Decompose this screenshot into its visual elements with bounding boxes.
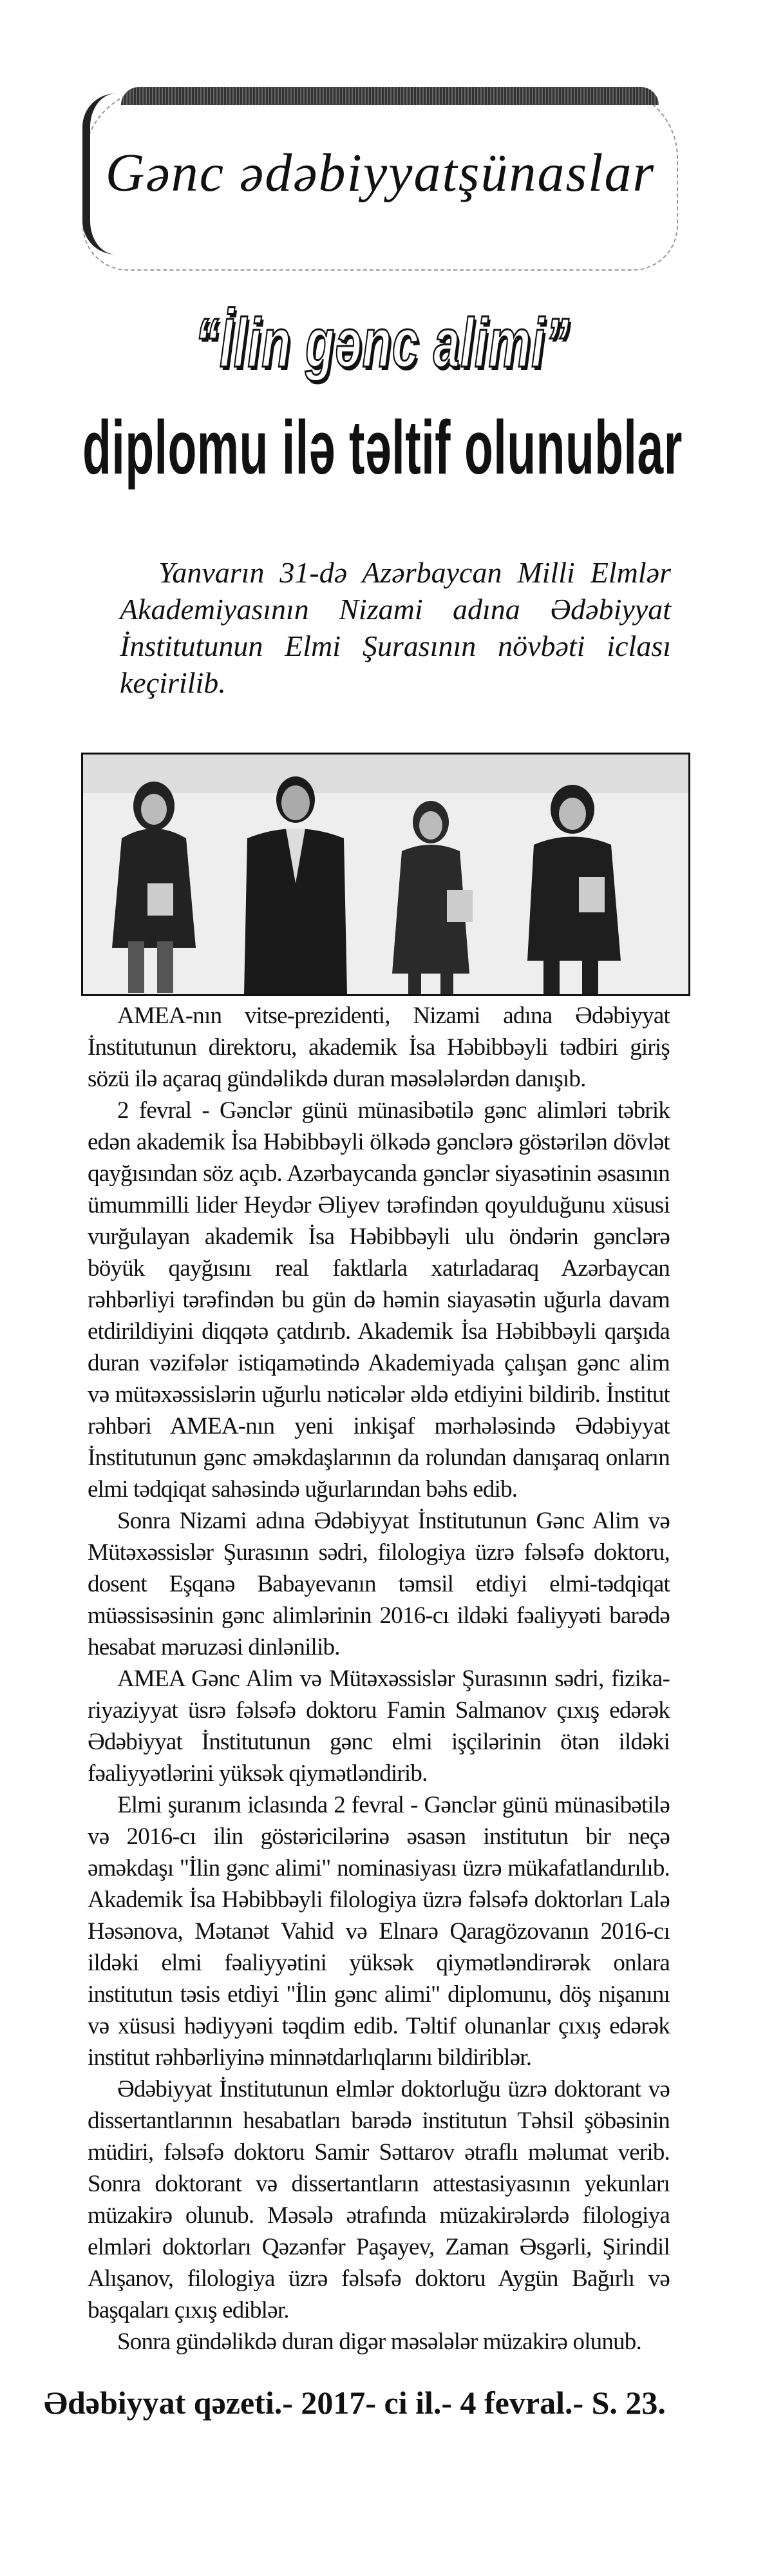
- headline-line-2: diplomu ilə təltif olunublar: [82, 405, 683, 490]
- body-paragraph: AMEA-nın vitse-prezidenti, Nizami adına Ədəbiyyat İnstitutunun direktoru, akademik İsa Həbibbəyli tədbiri giriş sözü ilə açaraq gündəlikdə duran məsələlərdən danışıb.: [88, 1003, 670, 1092]
- rubric-top-bar: [121, 87, 659, 105]
- body-paragraph: Sonra gündəlikdə duran digər məsələlər müzakirə olunub.: [117, 2329, 641, 2355]
- rubric-title: Gənc ədəbiyyatşünaslar: [105, 143, 656, 203]
- article-flow: [0, 1000, 765, 2422]
- section-rubric: [82, 87, 678, 271]
- body-paragraph: 2 fevral - Gənclər günü münasibətilə gənc alimləri təbrik edən akademik İsa Həbibbəyli ölkədə gənclərə göstərilən dövlət qayğısından söz açıb. Azərbaycanda gənclər siyasətinin əsasının ümummilli lider Heydər Əliyev tərəfindən qoyulduğunu xüsusi vurğulayan akademik İsa Həbibbəyli ulu öndərin gənclərə böyük qayğısını real faktlarla xatırladaraq Azərbaycan rəhbərliyi tərəfindən bu gün də həmin siayasətin uğurla davam etdirildiyini diqqətə çatdırıb. Akademik İsa Həbibbəyli qarşıda duran vəzifələr istiqamətində Akademiyada çalışan gənc alim və mütəxəssislərin uğurlu nəticələr əldə etdiyini bildirib. İnstitut rəhbəri AMEA-nın yeni inkişaf mərhələsində Ədəbiyyat İnstitutunun gənc əməkdaşlarının da rolundan danışaraq onların elmi tədqiqat sahəsində uğurlarından bəhs edib.: [88, 1097, 670, 1503]
- body-paragraph: Elmi şuranım iclasında 2 fevral - Gənclər günü münasibətilə və 2016-cı ilin göstəricilərinə əsasən institutun bir neçə əməkdaşı "İlin gənc alimi" nominasiyası üzrə mükafatlandırılıb. Akademik İsa Həbibbəyli filologiya üzrə fəlsəfə doktorları Lalə Həsənova, Mətanət Vahid və Elnarə Qaragözovanın 2016-cı ildəki elmi fəaliyyətini yüksək qiymətləndirərək onlara institutun təsis etdiyi "İlin gənc alimi" diplomunu, döş nişanını və xüsusi hədiyyəni təqdim edib. Təltif olunanlar çıxış edərək institut rəhbərliyinə minnətdarlıqlarını bildiriblər.: [88, 1792, 670, 2071]
- people-photo-illustration: [83, 755, 688, 994]
- body-paragraph: Ədəbiyyat İnstitutunun elmlər doktorluğu üzrə doktorant və dissertantlarının hesabatları barədə institutun Təhsil şöbəsinin müdiri, fəlsəfə doktoru Samir Səttarov ətraflı məlumat verib. Sonra doktorant və dissertantların attestasiyasının yekunları müzakirə olunub. Məsələ ətrafında müzakirələrdə filologiya elmləri doktorları Qəzənfər Paşayev, Zaman Əsgərli, Şirindil Alışanov, filologiya üzrə fəlsəfə doktoru Aygün Bağırlı və başqaları çıxış ediblər.: [88, 2076, 670, 2323]
- article-body: [88, 1000, 670, 2358]
- headline-line-1: “İlin gənc alimi”: [194, 303, 571, 381]
- body-paragraph: AMEA Gənc Alim və Mütəxəssislər Şurasının sədri, fizika-riyaziyyat üsrə fəlsəfə doktoru Famin Salmanov çıxış edərək Ədəbiyyat İnstitutunun gənc elmi işçilərinin ötən ildəki fəaliyyətlərini yüksək qiymətləndirib.: [88, 1666, 670, 1787]
- source-citation: Ədəbiyyat qəzeti.- 2017- ci il.- 4 fevral.- S. 23.: [44, 2385, 666, 2421]
- body-paragraph: Sonra Nizami adına Ədəbiyyat İnstitutunun Gənc Alim və Mütəxəssislər Şurasının sədri, filologiya üzrə fəlsəfə doktoru, dosent Eşqanə Babayevanın təmsil etdiyi elmi-tədqiqat müəssisəsinin gənc alimlərinin 2016-cı ildəki fəaliyyəti barədə hesabat məruzəsi dinlənilib.: [88, 1508, 670, 1660]
- article-photo: [81, 753, 690, 996]
- lead-paragraph: Yanvarın 31-də Azərbaycan Milli Elmlər Akademiyasının Nizami adına Ədəbiyyat İnstitutunun Elmi Şurasının növbəti iclası keçirilib.: [120, 556, 671, 699]
